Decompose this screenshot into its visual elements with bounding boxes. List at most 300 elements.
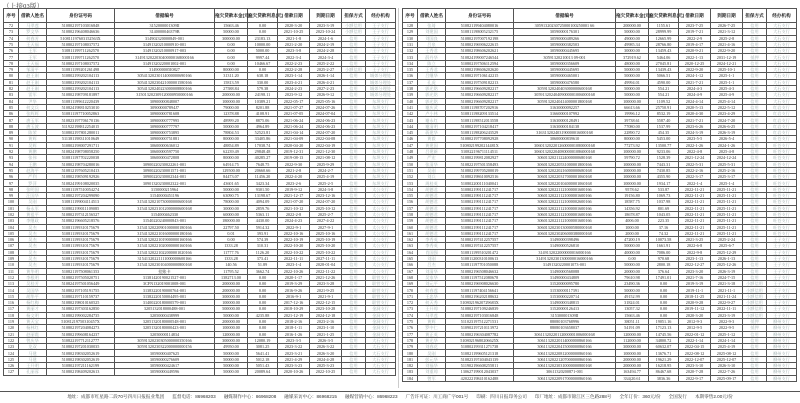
cell-end-date: 2021-12-26 <box>310 274 342 280</box>
cell-interest: 19051.16 <box>649 318 679 324</box>
cell-id: 510802197105191755 <box>47 287 115 293</box>
cell-end-date: 2023-12-16 <box>310 193 342 199</box>
cell-name: 雷军 <box>19 92 47 98</box>
cell-id: 510811198206243529 <box>446 130 514 136</box>
cell-start-date: 2022-2-16 <box>679 167 711 173</box>
cell-end-date: 2025-10-22 <box>310 249 342 255</box>
cell-guarantee: 信用 <box>342 174 366 180</box>
cell-guarantee: 信用 <box>342 306 366 312</box>
cell-branch: 金洞支行 <box>366 312 396 318</box>
cell-principal: 50000.00 <box>616 243 649 249</box>
cell-id: 510802198606202621 <box>446 48 514 54</box>
cell-name: 马翠莲 <box>19 23 47 29</box>
cell-seq: 133 <box>403 54 418 60</box>
cell-id: 510811197512080678 <box>446 274 514 280</box>
cell-end-date: 2025-10-12 <box>310 205 342 211</box>
cell-interest: 4964.89 <box>248 123 278 129</box>
cell-seq: 96 <box>4 174 19 180</box>
cell-end-date: 2025-11-21 <box>711 211 743 217</box>
cell-guarantee: 信用 <box>342 41 366 47</box>
cell-loan-no: 30590000489266 <box>514 35 616 41</box>
cell-guarantee: 信用 <box>743 274 767 280</box>
cell-start-date: 2022-12-27 <box>679 262 711 268</box>
cell-branch: 柳州支行 <box>767 337 797 343</box>
cell-loan-no: 31541320221016000000180166 <box>115 230 215 236</box>
cell-id: 510802199202104113 <box>47 79 115 85</box>
cell-end-date: 2024-2-19 <box>310 41 342 47</box>
cell-seq: 184 <box>403 375 418 381</box>
table-body-right <box>403 23 797 382</box>
cell-loan-no: 30590000445695 <box>514 67 616 73</box>
cell-guarantee: 信用 <box>342 123 366 129</box>
cell-start-date: 2023-6-26 <box>679 123 711 129</box>
cell-principal: 4006.00 <box>616 218 649 224</box>
cell-start-date: 2022-10-19 <box>278 237 310 243</box>
cell-seq: 117 <box>4 306 19 312</box>
cell-seq: 94 <box>4 161 19 167</box>
cell-loan-no: 30591320240403000000600168 <box>514 85 616 91</box>
cell-id: 510802196408046636 <box>47 29 115 35</box>
cell-name: 杨文明 <box>19 312 47 318</box>
cell-end-date: 2025-10-19 <box>310 237 342 243</box>
cell-loan-no: 30601320221121000001600166 <box>514 205 616 211</box>
cell-branch: 旺苍支行 <box>767 211 797 217</box>
cell-principal: 49985.34 <box>616 41 649 47</box>
cell-start-date: 2023-3-23 <box>278 363 310 369</box>
cell-branch: 柳州支行 <box>767 350 797 356</box>
cell-branch: 东坝支行 <box>366 123 396 129</box>
cell-loan-no: 31491320210000910-001 <box>115 41 215 47</box>
cell-principal: 50000.00 <box>215 350 248 356</box>
cell-start-date: 2022-3-17 <box>679 174 711 180</box>
cell-loan-no: 31491320220001073-001 <box>514 262 616 268</box>
cell-principal: 80000.00 <box>215 155 248 161</box>
cell-interest: 19621.29 <box>649 356 679 362</box>
cell-interest: 9301.50 <box>248 186 278 192</box>
cell-name: 刘福华 <box>418 363 446 369</box>
cell-branch: 王子支行 <box>767 293 797 299</box>
cell-name: 王军 <box>19 48 47 54</box>
cell-branch: 金洞支行 <box>366 331 396 337</box>
cell-principal: 50000.00 <box>616 262 649 268</box>
cell-seq: 173 <box>403 306 418 312</box>
cell-end-date: 2025-4-8 <box>711 148 743 154</box>
cell-principal: 200000.00 <box>215 318 248 324</box>
cell-principal: 372919.62 <box>616 54 649 60</box>
cell-interest: 28999.99 <box>649 29 679 35</box>
cell-id: 510824198708058250 <box>47 148 115 154</box>
cell-branch: 旺苍支行 <box>767 148 797 154</box>
cell-principal: 48000.00 <box>616 60 649 66</box>
cell-loan-no: 30900000777995 <box>115 117 215 123</box>
cell-name: 吴刚 <box>418 350 446 356</box>
cell-principal: 50000.00 <box>215 356 248 362</box>
cell-branch: 大石支行 <box>767 35 797 41</box>
cell-principal: 66613.66 <box>616 104 649 110</box>
cell-guarantee: 信用 <box>342 249 366 255</box>
cell-loan-no: 30601320221121000001600166 <box>514 186 616 192</box>
cell-name: 张伟 <box>19 155 47 161</box>
cell-name: 蒋建华 <box>418 130 446 136</box>
cell-start-date: 2020-5-13 <box>679 104 711 110</box>
cell-interest: 1069.73 <box>649 193 679 199</box>
cell-seq: 105 <box>4 230 19 236</box>
header-principal: 拖欠贷款本金(元) <box>215 9 248 23</box>
cell-start-date: 2022-05-17 <box>278 98 310 104</box>
cell-name: 杨红梅 <box>19 300 47 306</box>
cell-end-date: 2025-9-29 <box>310 161 342 167</box>
cell-start-date: 2022-01-12 <box>679 331 711 337</box>
cell-seq: 82 <box>4 85 19 91</box>
cell-name: 严宏 <box>418 155 446 161</box>
cell-end-date: 2024-06-23 <box>310 117 342 123</box>
cell-interest: 0.00 <box>649 300 679 306</box>
cell-end-date: 2024-1-6 <box>310 35 342 41</box>
cell-name: 吴杰 <box>19 230 47 236</box>
cell-seq: 138 <box>403 85 418 91</box>
cell-start-date: 2018-10-29 <box>278 306 310 312</box>
cell-end-date: 2025-3-17 <box>711 174 743 180</box>
cell-end-date: 2025-1-4 <box>711 180 743 186</box>
cell-interest: 13439.43 <box>649 67 679 73</box>
cell-principal: 100000.00 <box>215 300 248 306</box>
right-table-section <box>402 8 797 382</box>
cell-principal: 0.00 <box>215 54 248 60</box>
cell-branch: 柳州支行 <box>767 325 797 331</box>
cell-interest: 10073.58 <box>649 237 679 243</box>
cell-interest: 554.21 <box>649 85 679 91</box>
cell-guarantee: 信用 <box>342 312 366 318</box>
cell-start-date: 2023-3-8 <box>278 48 310 54</box>
cell-branch: 王子支行 <box>366 54 396 60</box>
cell-seq: 141 <box>403 104 418 110</box>
cell-id: 420222198410162488 <box>446 375 514 381</box>
cell-start-date: 2020-3-20 <box>278 23 310 29</box>
cell-start-date: 2021-12-19 <box>278 312 310 318</box>
cell-seq: 91 <box>4 142 19 148</box>
cell-guarantee: 信用 <box>342 48 366 54</box>
cell-id: 510802197506112594 <box>446 60 514 66</box>
cell-id: 510824199108020035 <box>47 180 115 186</box>
cell-name: 胡德君 <box>418 230 446 236</box>
cell-seq: 85 <box>4 104 19 110</box>
cell-branch: 太公支行 <box>366 249 396 255</box>
cell-seq: 128 <box>403 23 418 29</box>
cell-guarantee: 信用 <box>743 60 767 66</box>
cell-interest: 1934.17 <box>649 180 679 186</box>
cell-guarantee: 信用 <box>342 161 366 167</box>
cell-id: 510812197605210413 <box>47 167 115 173</box>
cell-id: 510811198209133514 <box>446 111 514 117</box>
cell-start-date: 2021-07-27 <box>278 104 310 110</box>
cell-end-date: 2025-10-1 <box>711 67 743 73</box>
cell-end-date: 2026-3-22 <box>310 344 342 350</box>
cell-id: 510802197104218417 <box>446 123 514 129</box>
cell-guarantee: 信用 <box>743 356 767 362</box>
cell-interest: 1037.98 <box>649 199 679 205</box>
cell-principal: 62239.49 <box>215 148 248 154</box>
cell-principal: 50000.00 <box>215 312 248 318</box>
cell-principal: 120000.00 <box>616 331 649 337</box>
cell-start-date: 2023-3-20 <box>679 268 711 274</box>
cell-seq: 100 <box>4 199 19 205</box>
cell-principal: 50000.00 <box>616 29 649 35</box>
cell-seq: 112 <box>4 274 19 280</box>
cell-name: 何春莲 <box>418 287 446 293</box>
cell-principal: 100000.00 <box>616 167 649 173</box>
cell-name: 黄建国 <box>418 142 446 148</box>
cell-guarantee: 信用 <box>342 73 366 79</box>
cell-interest: 5641.41 <box>248 350 278 356</box>
cell-guarantee: 抵押 <box>743 318 767 324</box>
cell-principal: 30000.00 <box>215 205 248 211</box>
cell-guarantee: 信用 <box>743 161 767 167</box>
cell-seq: 120 <box>4 325 19 331</box>
cell-end-date: 2024-07-20 <box>310 199 342 205</box>
cell-end-date: 2025-4-3 <box>711 85 743 91</box>
cell-id: 510802197801280011 <box>47 130 115 136</box>
cell-loan-no: 30601320230206000380000168 <box>514 230 616 236</box>
cell-branch: 红岩支行 <box>767 104 797 110</box>
cell-id: 511922198812254015 <box>47 123 115 129</box>
cell-interest: 27045.81 <box>649 60 679 66</box>
cell-id: 130627199012043037 <box>446 369 514 375</box>
cell-start-date: 2023-1-4 <box>278 262 310 268</box>
cell-principal: 50000.00 <box>215 186 248 192</box>
cell-principal: 1333.28 <box>215 255 248 261</box>
cell-seq: 81 <box>4 79 19 85</box>
footer-item: 全国发行 <box>668 394 687 399</box>
cell-interest: 13198.67 <box>248 193 278 199</box>
cell-id: 510802197303162850 <box>47 306 115 312</box>
cell-interest: 0.00 <box>248 23 278 29</box>
cell-id: 510802197412257557 <box>446 243 514 249</box>
cell-interest: 554.21 <box>649 92 679 98</box>
cell-loan-no: 32051320180000548-001 <box>115 318 215 324</box>
cell-interest: 7086.00 <box>649 249 679 255</box>
cell-interest: 0.00 <box>649 306 679 312</box>
cell-start-date: 2021-2-20 <box>278 41 310 47</box>
cell-interest: 9233.06 <box>649 148 679 154</box>
cell-end-date: 2021-11-1 <box>711 287 743 293</box>
cell-name: 黄正英 <box>418 331 446 337</box>
cell-id: 510802199111241717 <box>446 230 514 236</box>
cell-name: 胡德君 <box>418 218 446 224</box>
cell-guarantee: 信用 <box>743 218 767 224</box>
cell-end-date: 2021-08-12 <box>310 155 342 161</box>
cell-interest: 376.64 <box>649 268 679 274</box>
cell-loan-no: 31530000220714 <box>514 293 616 299</box>
footer-item: 融媒制作中心：86968208 <box>223 394 277 399</box>
cell-branch: 旺苍支行 <box>767 142 797 148</box>
cell-seq: 153 <box>403 180 418 186</box>
cell-guarantee: 信用 <box>342 337 366 343</box>
cell-interest: 1155.61 <box>649 23 679 29</box>
cell-seq: 101 <box>4 205 19 211</box>
cell-branch: 旺苍支行 <box>767 180 797 186</box>
cell-guarantee: 信用 <box>743 186 767 192</box>
cell-name: 郭光铭 <box>418 98 446 104</box>
cell-seq: 181 <box>403 356 418 362</box>
cell-guarantee: 信用 <box>743 136 767 142</box>
cell-id: 510802196508046632 <box>446 268 514 274</box>
cell-id: 510802197109246839 <box>446 306 514 312</box>
cell-end-date: 2024-12-21 <box>711 60 743 66</box>
cell-name: 周桂英 <box>418 180 446 186</box>
cell-interest: 29848.48 <box>248 148 278 154</box>
cell-branch: 太公支行 <box>366 186 396 192</box>
cell-end-date: 2025-6-7 <box>711 243 743 249</box>
cell-guarantee: 信用 <box>342 104 366 110</box>
cell-interest: 2859.76 <box>248 205 278 211</box>
cell-loan-no: 30611320220812000000860166 <box>514 350 616 356</box>
cell-loan-no: 315300001309II <box>514 312 616 318</box>
cell-branch: 东坝支行 <box>366 155 396 161</box>
cell-guarantee: 信用 <box>743 237 767 243</box>
cell-branch: 联营支行 <box>366 293 396 299</box>
table-header-row <box>403 9 797 23</box>
cell-start-date: 2021-06-24 <box>278 123 310 129</box>
cell-branch: 王子支行 <box>767 237 797 243</box>
cell-seq: 179 <box>403 344 418 350</box>
cell-guarantee: 信用 <box>743 375 767 381</box>
cell-guarantee: 信用 <box>743 255 767 261</box>
cell-end-date: 2025-4-19 <box>310 174 342 180</box>
cell-id: 510822197712112777 <box>47 337 115 343</box>
cell-name: 吴家华 <box>418 274 446 280</box>
cell-seq: 180 <box>403 350 418 356</box>
cell-principal: 0.00 <box>215 48 248 54</box>
cell-principal: 112000.00 <box>616 337 649 343</box>
cell-principal: 13057.32 <box>616 306 649 312</box>
cell-start-date: 2023-4-21 <box>278 79 310 85</box>
cell-guarantee: 信用 <box>743 262 767 268</box>
cell-interest: 33405.86 <box>248 136 278 142</box>
cell-seq: 149 <box>403 155 418 161</box>
cell-interest: 9997.44 <box>248 54 278 60</box>
cell-start-date: 2022-11-21 <box>679 193 711 199</box>
cell-id: 510823197706170136 <box>47 117 115 123</box>
cell-principal: 11777.76 <box>215 249 248 255</box>
cell-branch: 旺苍支行 <box>767 155 797 161</box>
cell-principal: 49994.01 <box>616 79 649 85</box>
cell-branch: 大石支行 <box>767 98 797 104</box>
cell-start-date: 2022-4-8 <box>679 148 711 154</box>
cell-guarantee: 信用 <box>743 211 767 217</box>
cell-name: 赵海平 <box>19 167 47 173</box>
cell-start-date: 2024-4-14 <box>679 98 711 104</box>
cell-loan-no: 31491320220001002-001 <box>115 60 215 66</box>
cell-start-date: 2022-04-15 <box>679 344 711 350</box>
cell-guarantee: 信用 <box>743 193 767 199</box>
cell-name: 吴杰 <box>19 243 47 249</box>
cell-id: 510802196202188632 <box>446 293 514 299</box>
cell-loan-no: 30601320220408000001086000168 <box>514 148 616 154</box>
cell-id: 510811199711262570 <box>47 48 115 54</box>
cell-loan-no: 31520000126413 <box>514 306 616 312</box>
cell-guarantee: 信用 <box>743 23 767 29</box>
cell-seq: 122 <box>4 337 19 343</box>
cell-start-date: 2023-3-22 <box>278 344 310 350</box>
cell-loan-no: 30590000276609 <box>115 356 215 362</box>
cell-branch: 东坝支行 <box>366 111 396 117</box>
cell-end-date: 2022-9-20 <box>711 48 743 54</box>
cell-end-date: 2027-4-22 <box>310 218 342 224</box>
cell-principal: 50000.00 <box>215 363 248 369</box>
cell-end-date: 2028-01-04 <box>310 262 342 268</box>
cell-end-date: 2026-4-21 <box>310 79 342 85</box>
cell-branch: 柳州支行 <box>767 363 797 369</box>
cell-seq: 167 <box>403 268 418 274</box>
cell-end-date: 2026-1-13 <box>711 255 743 261</box>
cell-seq: 129 <box>403 29 418 35</box>
cell-id: 510811197404156641 <box>446 287 514 293</box>
cell-branch: 王子支行 <box>767 243 797 249</box>
cell-loan-no: 3150000215964 <box>115 186 215 192</box>
cell-start-date: 2022-1-14 <box>679 337 711 343</box>
cell-principal: 334(20.61 <box>616 375 649 381</box>
cell-interest: 638.18 <box>248 73 278 79</box>
cell-end-date: 2024-07-04 <box>310 111 342 117</box>
cell-seq: 98 <box>4 186 19 192</box>
cell-end-date: 2025-4-9 <box>711 92 743 98</box>
cell-seq: 79 <box>4 67 19 73</box>
cell-id: 510802198606202620 <box>446 67 514 73</box>
cell-name: 张清华 <box>418 161 446 167</box>
cell-guarantee: 信用 <box>342 130 366 136</box>
cell-branch: 大石支行 <box>767 29 797 35</box>
cell-name: 赵王刚 <box>19 73 47 79</box>
cell-id: 510811198005232175 <box>446 29 514 35</box>
footer-item: 全年订价：360元/份 <box>619 394 661 399</box>
cell-name: 罗中仁 <box>418 325 446 331</box>
cell-interest: 1537.99 <box>649 123 679 129</box>
cell-loan-no: 31541320221020000000160166 <box>115 243 215 249</box>
cell-id: 51081219750310457X <box>47 318 115 324</box>
cell-branch: 大石支行 <box>366 369 396 375</box>
cell-loan-no: 30541320230114000000690166 <box>115 73 215 79</box>
cell-end-date: 2023-3-19 <box>711 312 743 318</box>
cell-id: 511023197512271531 <box>446 318 514 324</box>
cell-principal: 77080.00 <box>616 123 649 129</box>
cell-branch: 王子支行 <box>767 306 797 312</box>
cell-start-date: 2023-9-12 <box>278 92 310 98</box>
cell-guarantee: 信用 <box>342 344 366 350</box>
cell-start-date: 2024-1-12 <box>679 73 711 79</box>
cell-end-date: 2025-10-20 <box>310 243 342 249</box>
cell-interest: 801.69 <box>649 205 679 211</box>
cell-name: 孔丽蓉 <box>19 369 47 375</box>
cell-name: 何春芳 <box>19 35 47 41</box>
cell-end-date: 2021-4-16 <box>711 41 743 47</box>
cell-id: 510811197510054274 <box>47 186 115 192</box>
cell-branch: 大石支行 <box>366 363 396 369</box>
cell-loan-no: 31541320220901000000180166 <box>115 224 215 230</box>
cell-branch: 东坝支行 <box>366 180 396 186</box>
header-seq: 序号 <box>4 9 19 23</box>
footer-item: 地址：成都市红星路二段70号四川日报报业集团 <box>67 394 165 399</box>
cell-id: 510802199111241717 <box>446 186 514 192</box>
cell-name: 王天福 <box>19 60 47 66</box>
cell-loan-no: 30600000839610 <box>514 136 616 142</box>
loan-table-left <box>3 8 396 376</box>
cell-guarantee: 信用 <box>743 98 767 104</box>
cell-branch: 王子支行 <box>366 48 396 54</box>
cell-guarantee: 小额信用 <box>743 300 767 306</box>
header-loan-no: 借据编号 <box>514 9 616 23</box>
cell-loan-no: 309000007894J7 <box>115 104 215 110</box>
cell-start-date: 2016-9-26 <box>278 287 310 293</box>
